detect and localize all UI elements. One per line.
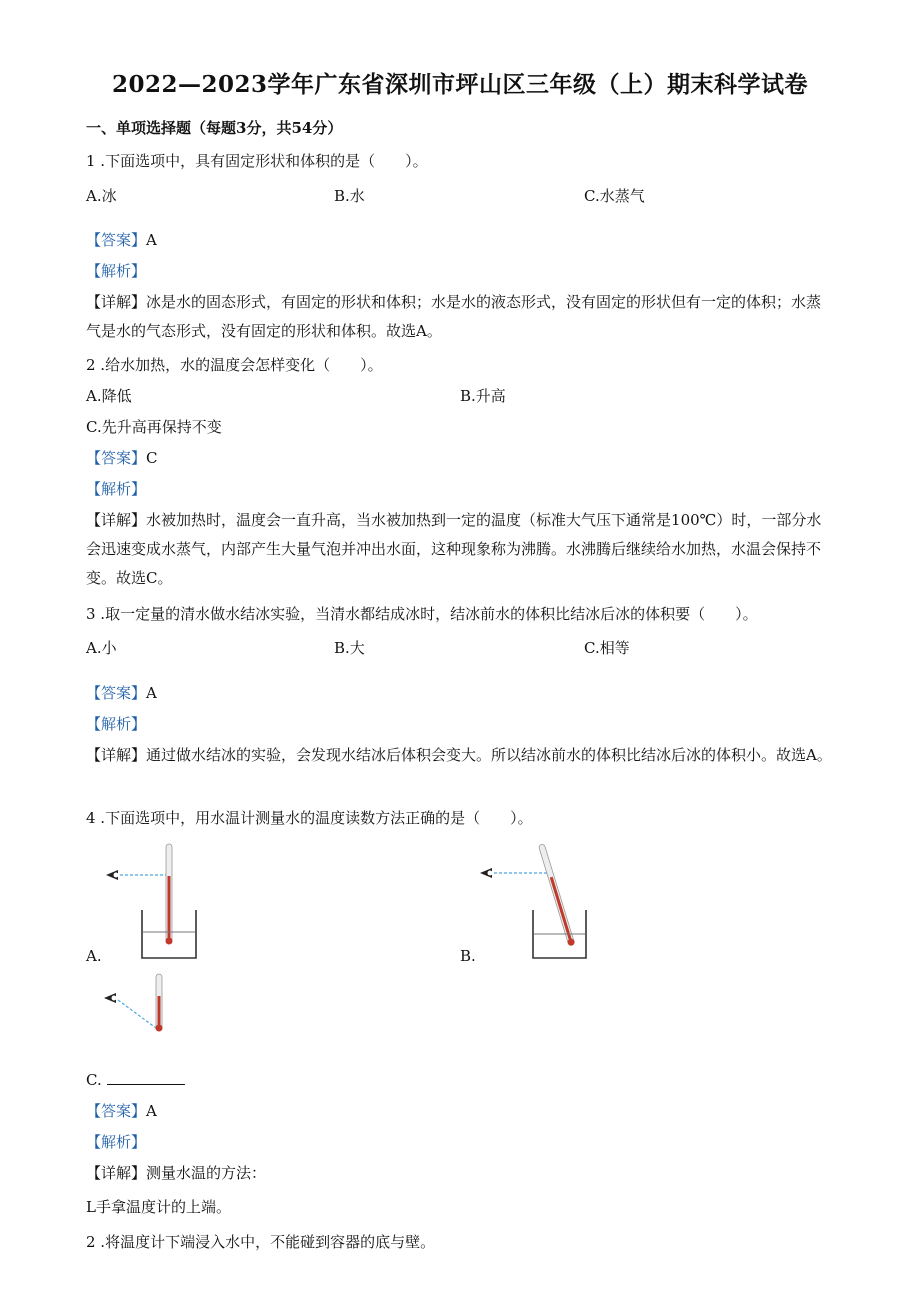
q2-answer-value: C	[146, 449, 158, 467]
q1-detail-text: 冰是水的固态形式，有固定的形状和体积；水是水的液态形式，没有固定的形状但有一定的体积；水蒸气是水的气态形式，没有固定的形状和体积。故选A。	[86, 293, 822, 340]
q2-analysis-tag: 【解析】	[86, 480, 147, 498]
q4-option-b: B.	[460, 947, 476, 965]
q2-option-a: A.降低	[86, 387, 132, 405]
q4-stem: 4 .下面选项中，用水温计测量水的温度读数方法正确的是（ ）。	[86, 809, 533, 827]
q2-option-c: C.先升高再保持不变	[86, 418, 222, 436]
q2-option-b: B.升高	[460, 387, 506, 405]
q2-answer	[86, 448, 158, 468]
q1-detail	[86, 288, 832, 346]
answer-blank	[107, 1070, 185, 1085]
thermometer-figure-a	[100, 840, 210, 964]
q3-option-b: B.大	[334, 639, 365, 657]
q3-analysis-tag: 【解析】	[86, 715, 147, 733]
q4-step-1: L手拿温度计的上端。	[86, 1198, 231, 1216]
q2-detail-text: 水被加热时，温度会一直升高，当水被加热到一定的温度（标准大气压下通常是100℃）时，一部分水会迅速变成水蒸气，内部产生大量气泡并冲出水面，这种现象称为沸腾。水沸腾后继续给水加热，水温会保持不变。故选C。	[86, 511, 822, 587]
q1-option-a: A.冰	[86, 187, 117, 205]
q4-option-c-row	[86, 1070, 185, 1090]
q4-analysis-tag: 【解析】	[86, 1133, 147, 1151]
q3-option-c: C.相等	[584, 639, 630, 657]
page-title: 2022—2023学年广东省深圳市坪山区三年级（上）期末科学试卷	[111, 71, 809, 98]
q3-detail	[86, 741, 832, 770]
q4-step-2: 2 .将温度计下端浸入水中，不能碰到容器的底与壁。	[86, 1233, 436, 1251]
answer-tag: 【答案】	[86, 231, 147, 249]
q1-analysis-tag: 【解析】	[86, 262, 147, 280]
q1-stem: 1 .下面选项中，具有固定形状和体积的是（ ）。	[86, 152, 428, 170]
q1-option-c: C.水蒸气	[584, 187, 645, 205]
q2-detail	[86, 506, 832, 593]
q3-option-a: A.小	[86, 639, 117, 657]
thermometer-figure-b	[478, 836, 588, 964]
section-heading: 一、单项选择题（每题3分，共54分）	[86, 119, 343, 137]
q4-detail	[86, 1163, 266, 1183]
answer-tag: 【答案】	[86, 449, 147, 467]
q4-detail-text: 测量水温的方法：	[146, 1164, 267, 1182]
detail-tag: 【详解】	[86, 511, 147, 529]
answer-tag: 【答案】	[86, 684, 147, 702]
q4-option-c: C.	[86, 1071, 102, 1089]
q4-option-a: A.	[86, 947, 102, 965]
detail-tag: 【详解】	[86, 1164, 147, 1182]
q2-stem: 2 .给水加热，水的温度会怎样变化（ ）。	[86, 356, 383, 374]
q3-stem: 3 .取一定量的清水做水结冰实验，当清水都结成冰时，结冰前水的体积比结冰后冰的体积要（ ）。	[86, 605, 758, 623]
thermometer-figure-c	[100, 970, 180, 1036]
detail-tag: 【详解】	[86, 293, 147, 311]
q1-answer-value: A	[146, 231, 157, 249]
q1-answer	[86, 230, 157, 250]
q4-answer-value: A	[146, 1102, 157, 1120]
q4-answer	[86, 1101, 157, 1121]
answer-tag: 【答案】	[86, 1102, 147, 1120]
q3-answer	[86, 683, 157, 703]
q3-answer-value: A	[146, 684, 157, 702]
q1-option-b: B.水	[334, 187, 365, 205]
detail-tag: 【详解】	[86, 746, 147, 764]
q3-detail-text: 通过做水结冰的实验，会发现水结冰后体积会变大。所以结冰前水的体积比结冰后冰的体积小。故选A。	[146, 746, 832, 764]
